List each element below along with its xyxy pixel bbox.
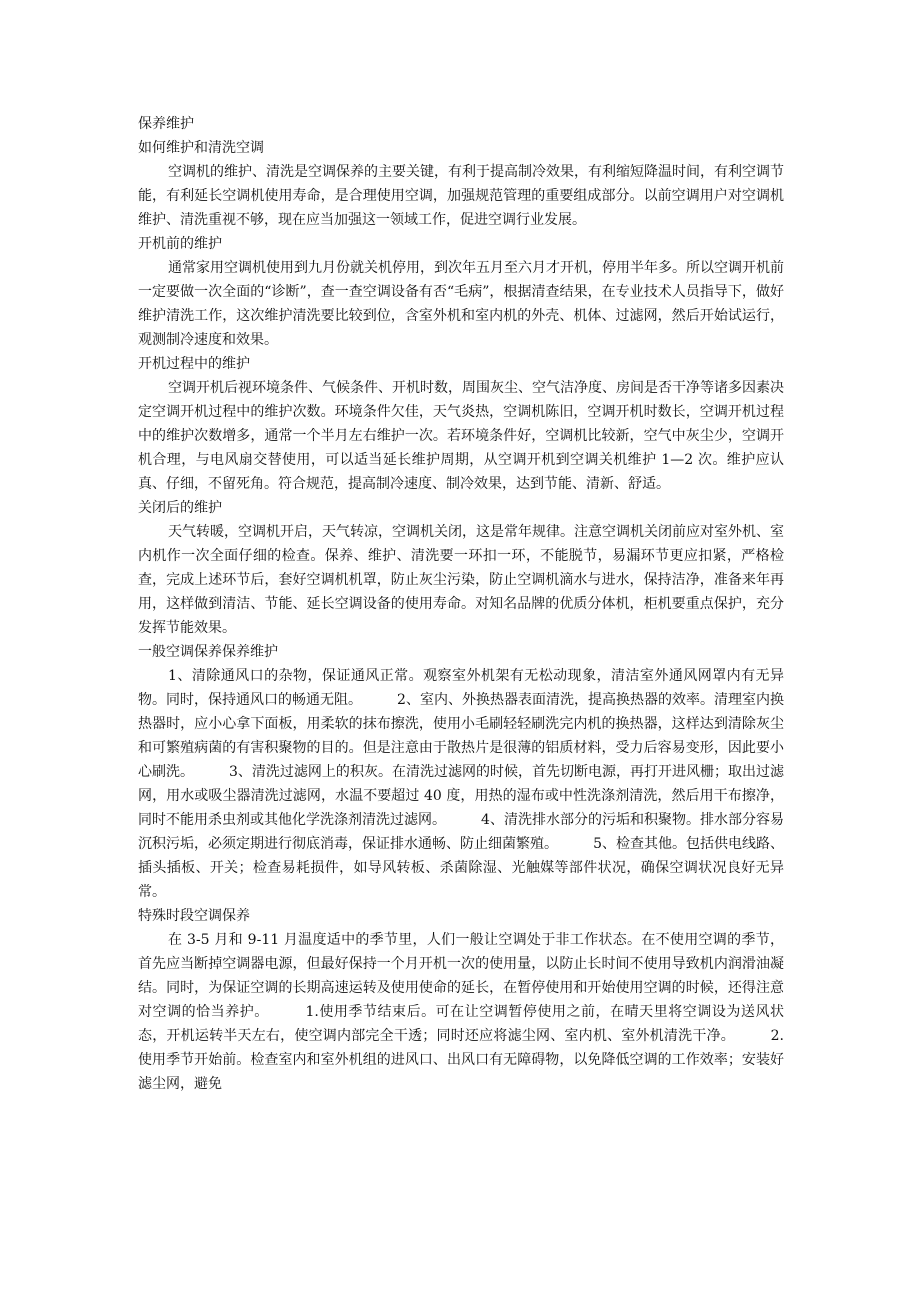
section-paragraph: 天气转暖，空调机开启，天气转凉，空调机关闭，这是常年规律。注意空调机关闭前应对室外机、室内机作一次全面仔细的检查。保养、维护、清洗要一环扣一环，不能脱节，易漏环节更应扣紧，严格检查，完成上述环节后，套好空调机机罩，防止灰尘污染，防止空调机滴水与进水，保持洁净，准备来年再用，这样做到清洁、节能、延长空调设备的使用寿命。对知名品牌的优质分体机，柜机要重点保护，充分发挥节能效果。 xyxy=(138,524,784,636)
section-paragraph: 空调开机后视环境条件、气候条件、开机时数，周围灰尘、空气洁净度、房间是否干净等诸多因素决定空调开机过程中的维护次数。环境条件欠佳，天气炎热，空调机陈旧，空调开机时数长，空调开机过程中的维护次数增多，通常一个半月左右维护一次。若环境条件好，空调机比较新，空气中灰尘少，空调开机合理，与电风扇交替使用，可以适当延长维护周期，从空调开机到空调关机维护 1—2 次。维护应认真、仔细，不留死角。符合规范，提高制冷速度、制冷效果，达到节能、清新、舒适。 xyxy=(138,380,784,492)
section-heading: 开机前的维护 xyxy=(138,236,222,252)
section-heading: 关闭后的维护 xyxy=(138,500,222,516)
section-paragraph: 在 3-5 月和 9-11 月温度适中的季节里，人们一般让空调处于非工作状态。在不使用空调的季节，首先应当断掉空调器电源，但最好保持一个月开机一次的使用量，以防止长时间不使用导致机内润滑油凝结。同时，为保证空调的长期高速运转及使用使命的延长，在暂停使用和开始使用空调的时候，还得注意对空调的恰当养护。 1.使用季节结束后。可在让空调暂停使用之前，在晴天里将空调设为送风状态，开机运转半天左右，使空调内部完全干透；同时还应将滤尘网、室内机、室外机清洗干净。 2.使用季节开始前。检查室内和室外机组的进风口、出风口有无障碍物，以免降低空调的工作效率；安装好滤尘网，避免 xyxy=(138,932,784,1092)
section-heading: 如何维护和清洗空调 xyxy=(138,140,264,156)
section-heading: 开机过程中的维护 xyxy=(138,356,250,372)
section-paragraph: 1、清除通风口的杂物，保证通风正常。观察室外机架有无松动现象，清洁室外通风网罩内有无异物。同时，保持通风口的畅通无阻。 2、室内、外换热器表面清洗，提高换热器的效率。清理室内换热器时，应小心拿下面板，用柔软的抹布擦洗，使用小毛刷轻轻刷洗完内机的换热器，这样达到清除灰尘和可繁殖病菌的有害积聚物的目的。但是注意由于散热片是很薄的铝质材料，受力后容易变形，因此要小心刷洗。 3、清洗过滤网上的积灰。在清洗过滤网的时候，首先切断电源，再打开进风栅；取出过滤网，用水或吸尘器清洗过滤网，水温不要超过 40 度，用热的湿布或中性洗涤剂清洗，然后用干布擦净，同时不能用杀虫剂或其他化学洗涤剂清洗过滤网。 4、清洗排水部分的污垢和积聚物。排水部分容易沉积污垢，必须定期进行彻底消毒，保证排水通畅、防止细菌繁殖。 5、检查其他。包括供电线路、插头插板、开关；检查易耗损件，如导风转板、杀菌除湿、光触媒等部件状况，确保空调状况良好无异常。 xyxy=(138,668,784,900)
document-page xyxy=(138,112,784,1096)
section-paragraph: 空调机的维护、清洗是空调保养的主要关键，有利于提高制冷效果，有利缩短降温时间，有利空调节能，有利延长空调机使用寿命，是合理使用空调，加强规范管理的重要组成部分。以前空调用户对空调机维护、清洗重视不够，现在应当加强这一领域工作，促进空调行业发展。 xyxy=(138,164,784,228)
section-heading: 特殊时段空调保养 xyxy=(138,908,250,924)
section-heading: 一般空调保养保养维护 xyxy=(138,644,278,660)
document-title: 保养维护 xyxy=(138,116,194,132)
section-paragraph: 通常家用空调机使用到九月份就关机停用，到次年五月至六月才开机，停用半年多。所以空调开机前一定要做一次全面的“诊断”，查一查空调设备有否“毛病”，根据清查结果，在专业技术人员指导下，做好维护清洗工作，这次维护清洗要比较到位，含室外机和室内机的外壳、机体、过滤网，然后开始试运行，观测制冷速度和效果。 xyxy=(138,260,784,348)
